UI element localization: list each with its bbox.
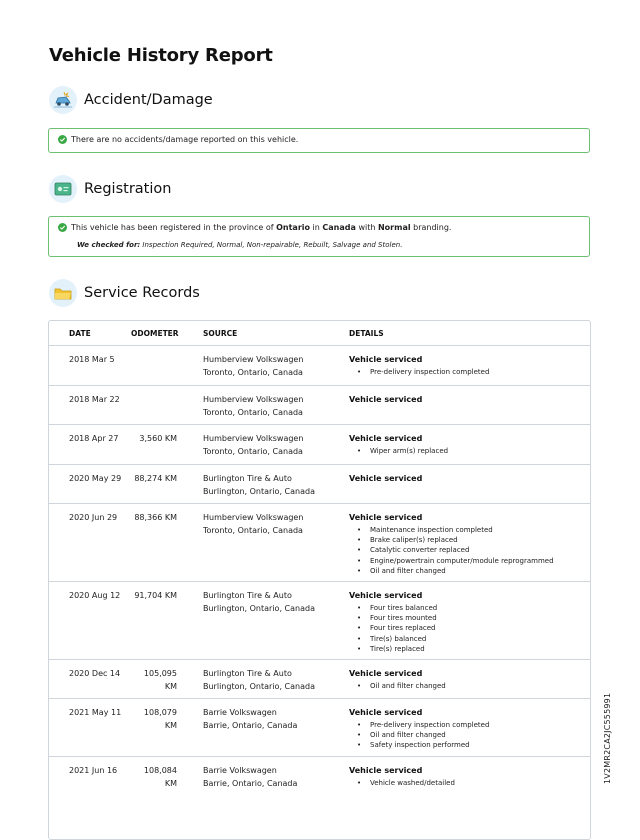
record-source	[203, 590, 315, 615]
record-details	[349, 707, 584, 751]
table-row	[49, 504, 590, 582]
detail-item: • Safety inspection performed	[349, 740, 584, 750]
source-location: Toronto, Ontario, Canada	[203, 446, 303, 456]
detail-list	[349, 367, 584, 377]
service-records-table	[48, 320, 591, 840]
record-details	[349, 473, 584, 486]
detail-item: • Tire(s) replaced	[349, 644, 584, 654]
record-details	[349, 590, 584, 655]
check-circle-icon	[58, 223, 67, 232]
detail-title: Vehicle serviced	[349, 669, 423, 678]
source-location: Toronto, Ontario, Canada	[203, 525, 303, 535]
source-name: Burlington Tire & Auto	[203, 474, 292, 483]
service-title: Service Records	[84, 285, 200, 301]
record-date: 2018 Mar 22	[69, 395, 120, 404]
source-name: Humberview Volkswagen	[203, 395, 304, 404]
column-details: DETAILS	[349, 329, 384, 338]
detail-list	[349, 603, 584, 655]
record-source	[203, 433, 303, 458]
detail-title: Vehicle serviced	[349, 434, 423, 443]
source-location: Burlington, Ontario, Canada	[203, 486, 315, 496]
record-details	[349, 394, 584, 407]
record-source	[203, 473, 315, 498]
source-location: Barrie, Ontario, Canada	[203, 720, 298, 730]
folder-icon	[49, 279, 77, 307]
detail-item: • Wiper arm(s) replaced	[349, 446, 584, 456]
record-odometer: 88,274 KM	[134, 474, 177, 483]
column-date: DATE	[69, 329, 91, 338]
record-odometer: 108,079 KM	[143, 708, 177, 730]
source-name: Humberview Volkswagen	[203, 434, 304, 443]
detail-item: • Oil and filter changed	[349, 681, 584, 691]
detail-title: Vehicle serviced	[349, 591, 423, 600]
registration-message: This vehicle has been registered in the province of Ontario in Canada with Normal branding.	[71, 223, 452, 232]
column-source: SOURCE	[203, 329, 238, 338]
record-details	[349, 765, 584, 788]
record-source	[203, 394, 303, 419]
detail-title: Vehicle serviced	[349, 766, 423, 775]
record-date: 2020 May 29	[69, 474, 122, 483]
detail-item: • Four tires mounted	[349, 613, 584, 623]
detail-list	[349, 681, 584, 691]
detail-item: • Oil and filter changed	[349, 730, 584, 740]
record-source	[203, 354, 303, 379]
record-date: 2020 Jun 29	[69, 513, 118, 522]
service-section-header	[49, 279, 200, 307]
source-name: Barrie Volkswagen	[203, 766, 277, 775]
detail-list	[349, 778, 584, 788]
detail-item: • Pre-delivery inspection completed	[349, 367, 584, 377]
table-row	[49, 465, 590, 504]
record-odometer: 91,704 KM	[134, 591, 177, 600]
record-source	[203, 765, 297, 790]
detail-item: • Catalytic converter replaced	[349, 545, 584, 555]
table-row	[49, 386, 590, 425]
detail-item: • Pre-delivery inspection completed	[349, 720, 584, 730]
column-odometer: ODOMETER	[131, 329, 179, 338]
source-name: Burlington Tire & Auto	[203, 591, 292, 600]
detail-item: • Four tires replaced	[349, 623, 584, 633]
source-name: Burlington Tire & Auto	[203, 669, 292, 678]
car-crash-icon	[49, 86, 77, 114]
table-row	[49, 757, 590, 796]
source-name: Barrie Volkswagen	[203, 708, 277, 717]
accident-notice	[48, 128, 590, 153]
record-odometer: 105,095 KM	[143, 669, 177, 691]
record-date: 2020 Aug 12	[69, 591, 121, 600]
source-location: Toronto, Ontario, Canada	[203, 407, 303, 417]
detail-list	[349, 525, 584, 577]
record-source	[203, 707, 297, 732]
detail-item: • Four tires balanced	[349, 603, 584, 613]
detail-title: Vehicle serviced	[349, 708, 423, 717]
record-date: 2018 Mar 5	[69, 355, 115, 364]
registration-notice	[48, 216, 590, 257]
detail-item: • Vehicle washed/detailed	[349, 778, 584, 788]
table-header	[49, 321, 590, 346]
table-row	[49, 660, 590, 699]
record-details	[349, 512, 584, 577]
record-source	[203, 512, 303, 537]
check-circle-icon	[58, 135, 67, 144]
detail-title: Vehicle serviced	[349, 474, 423, 483]
record-date: 2018 Apr 27	[69, 434, 119, 443]
page-title: Vehicle History Report	[49, 45, 273, 66]
record-odometer: 3,560 KM	[139, 434, 177, 443]
table-row	[49, 346, 590, 386]
source-location: Barrie, Ontario, Canada	[203, 778, 298, 788]
detail-list	[349, 446, 584, 456]
registration-section-header	[49, 175, 171, 203]
detail-item: • Brake caliper(s) replaced	[349, 535, 584, 545]
accident-message: There are no accidents/damage reported on this vehicle.	[71, 135, 299, 144]
table-row	[49, 425, 590, 465]
detail-item: • Maintenance inspection completed	[349, 525, 584, 535]
table-row	[49, 582, 590, 660]
source-location: Burlington, Ontario, Canada	[203, 603, 315, 613]
accident-section-header	[49, 86, 213, 114]
detail-item: • Tire(s) balanced	[349, 634, 584, 644]
table-row	[49, 699, 590, 757]
record-details	[349, 668, 584, 691]
record-odometer: 108,084 KM	[143, 766, 177, 788]
vin-number: 1V2MR2CA2JC555991	[603, 692, 612, 784]
record-details	[349, 433, 584, 456]
record-source	[203, 668, 315, 693]
registration-title: Registration	[84, 181, 172, 197]
record-date: 2020 Dec 14	[69, 669, 121, 678]
detail-title: Vehicle serviced	[349, 355, 423, 364]
source-location: Toronto, Ontario, Canada	[203, 367, 303, 377]
record-date: 2021 May 11	[69, 708, 122, 717]
source-location: Burlington, Ontario, Canada	[203, 681, 315, 691]
detail-list	[349, 720, 584, 751]
registration-card-icon	[49, 175, 77, 203]
detail-item: • Oil and filter changed	[349, 566, 584, 576]
registration-checked-list: We checked for: Inspection Required, Normal, Non-repairable, Rebuilt, Salvage and Stolen.	[77, 241, 403, 249]
record-details	[349, 354, 584, 377]
detail-title: Vehicle serviced	[349, 513, 423, 522]
source-name: Humberview Volkswagen	[203, 513, 304, 522]
record-odometer: 88,366 KM	[134, 513, 177, 522]
detail-title: Vehicle serviced	[349, 395, 423, 404]
table-body	[49, 346, 590, 796]
detail-item: • Engine/powertrain computer/module reprogrammed	[349, 556, 584, 566]
source-name: Humberview Volkswagen	[203, 355, 304, 364]
record-date: 2021 Jun 16	[69, 766, 118, 775]
accident-title: Accident/Damage	[84, 92, 213, 108]
